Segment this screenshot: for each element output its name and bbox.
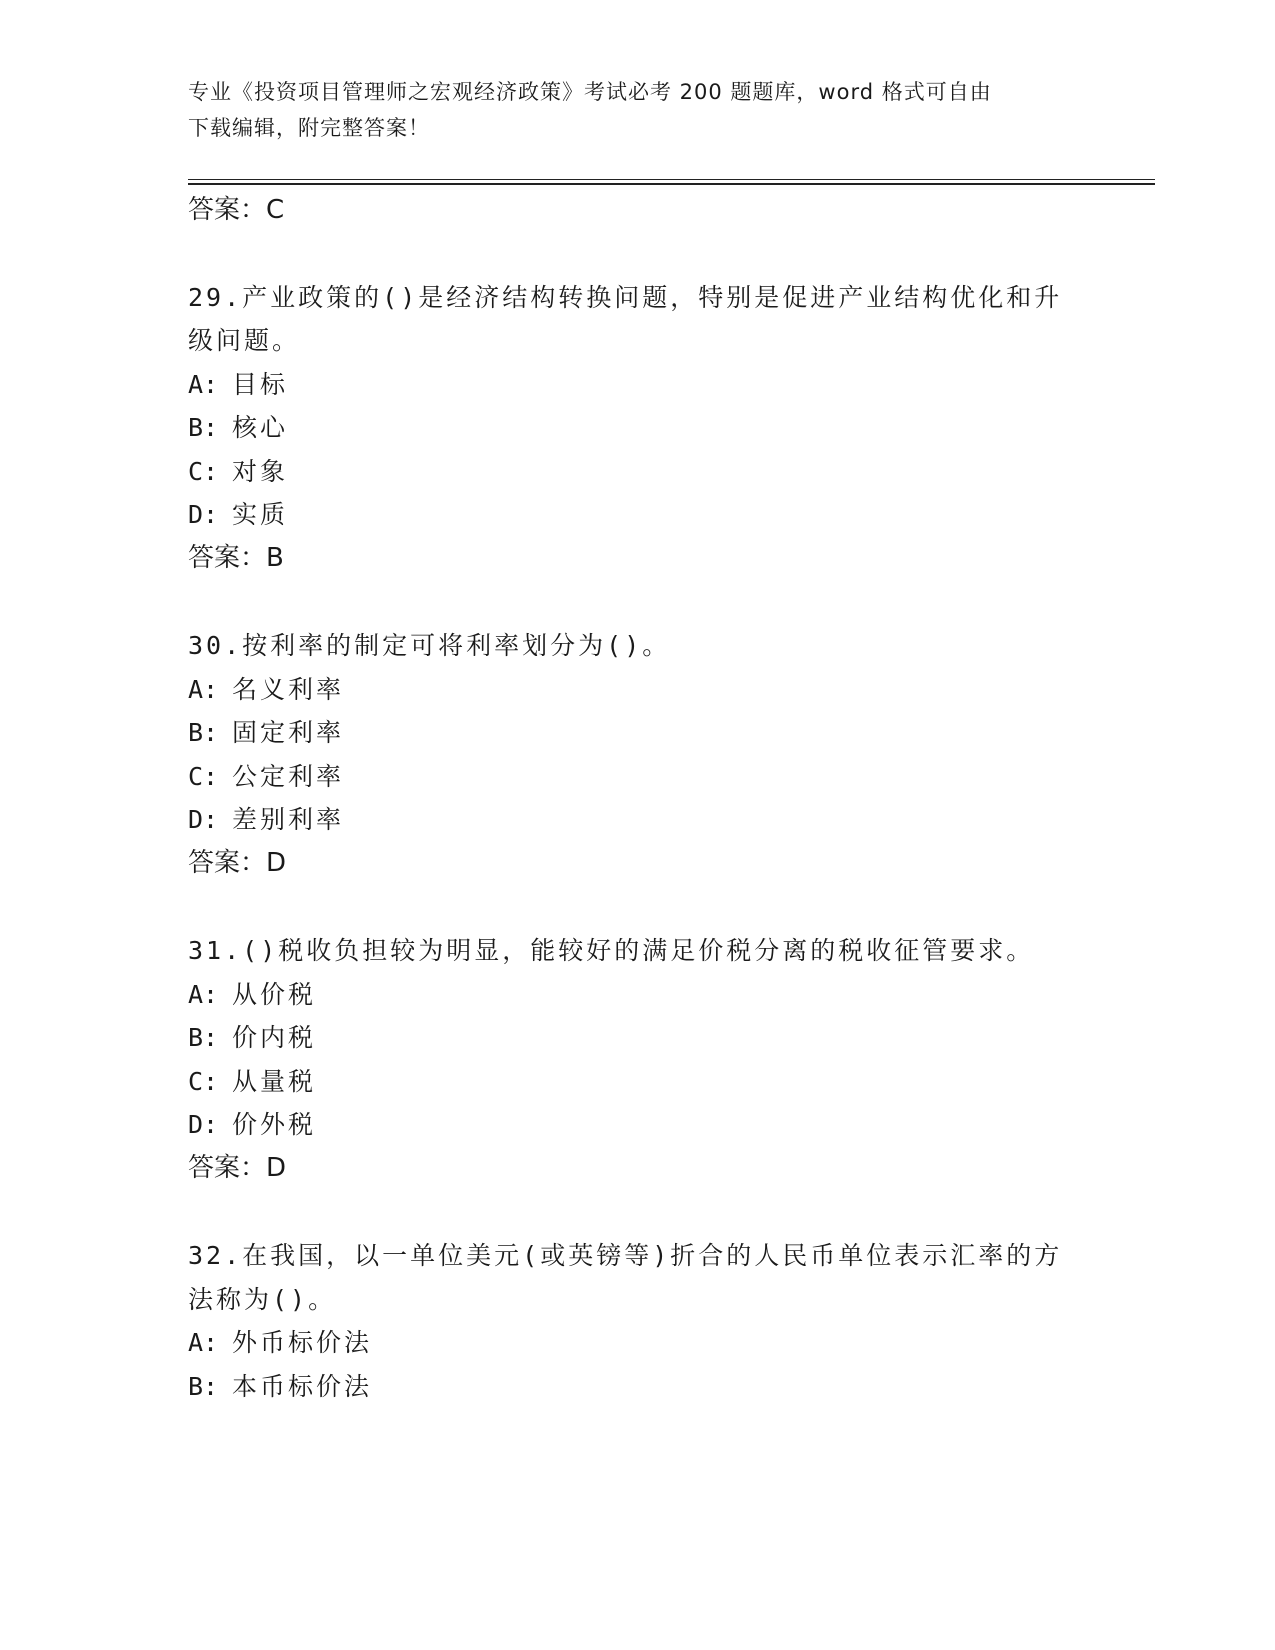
option-letter: D: bbox=[188, 1110, 219, 1139]
question-31-answer: 答案：D bbox=[188, 1153, 287, 1183]
option-letter: C: bbox=[188, 1067, 219, 1096]
header-line-1: 专业《投资项目管理师之宏观经济政策》考试必考 200 题题库，word 格式可自由 bbox=[188, 80, 992, 104]
option-text: 公定利率 bbox=[232, 762, 345, 791]
option-letter: C: bbox=[188, 457, 219, 486]
question-31-option-d bbox=[188, 1110, 316, 1140]
option-letter: B: bbox=[188, 1023, 219, 1052]
option-text: 目标 bbox=[232, 370, 289, 399]
option-text: 差别利率 bbox=[232, 805, 345, 834]
header-divider-thick bbox=[188, 183, 1155, 185]
header-divider-thin bbox=[188, 179, 1155, 180]
header-line-2: 下载编辑，附完整答案！ bbox=[188, 116, 430, 140]
option-letter: D: bbox=[188, 805, 219, 834]
option-text: 对象 bbox=[232, 457, 289, 486]
option-letter: A: bbox=[188, 1328, 219, 1357]
option-letter: B: bbox=[188, 413, 219, 442]
option-text: 从价税 bbox=[232, 980, 317, 1009]
option-letter: A: bbox=[188, 980, 219, 1009]
question-30-answer: 答案：D bbox=[188, 848, 287, 878]
option-text: 实质 bbox=[232, 500, 289, 529]
question-29-option-a bbox=[188, 370, 288, 400]
question-31-option-a bbox=[188, 980, 316, 1010]
question-31-line-1: 31.()税收负担较为明显，能较好的满足价税分离的税收征管要求。 bbox=[188, 936, 1035, 965]
question-30-option-a bbox=[188, 675, 344, 705]
option-letter: B: bbox=[188, 718, 219, 747]
option-text: 名义利率 bbox=[232, 675, 345, 704]
question-31-option-c bbox=[188, 1067, 316, 1097]
question-30-option-d bbox=[188, 805, 344, 835]
option-text: 从量税 bbox=[232, 1067, 317, 1096]
question-30-option-b bbox=[188, 718, 344, 748]
question-29-option-b bbox=[188, 413, 288, 443]
question-29-option-d bbox=[188, 500, 288, 530]
question-29-answer: 答案：B bbox=[188, 543, 284, 573]
question-32-line-2: 法称为()。 bbox=[188, 1285, 337, 1314]
question-29-line-1: 29.产业政策的()是经济结构转换问题，特别是促进产业结构优化和升 bbox=[188, 283, 1063, 312]
option-text: 核心 bbox=[232, 413, 289, 442]
question-32-option-a bbox=[188, 1328, 372, 1358]
option-letter: B: bbox=[188, 1372, 219, 1401]
option-text: 本币标价法 bbox=[232, 1372, 373, 1401]
option-text: 固定利率 bbox=[232, 718, 345, 747]
question-29-line-2: 级问题。 bbox=[188, 326, 301, 355]
option-letter: D: bbox=[188, 500, 219, 529]
question-32-option-b bbox=[188, 1372, 372, 1402]
question-32-line-1: 32.在我国，以一单位美元(或英镑等)折合的人民币单位表示汇率的方 bbox=[188, 1241, 1063, 1270]
option-text: 外币标价法 bbox=[232, 1328, 373, 1357]
question-30-option-c bbox=[188, 762, 344, 792]
option-text: 价内税 bbox=[232, 1023, 317, 1052]
option-letter: A: bbox=[188, 675, 219, 704]
option-letter: C: bbox=[188, 762, 219, 791]
option-text: 价外税 bbox=[232, 1110, 317, 1139]
option-letter: A: bbox=[188, 370, 219, 399]
question-31-option-b bbox=[188, 1023, 316, 1053]
document-header bbox=[188, 74, 1068, 146]
question-30-line-1: 30.按利率的制定可将利率划分为()。 bbox=[188, 631, 671, 660]
previous-answer: 答案：C bbox=[188, 195, 285, 225]
question-29-option-c bbox=[188, 457, 288, 487]
